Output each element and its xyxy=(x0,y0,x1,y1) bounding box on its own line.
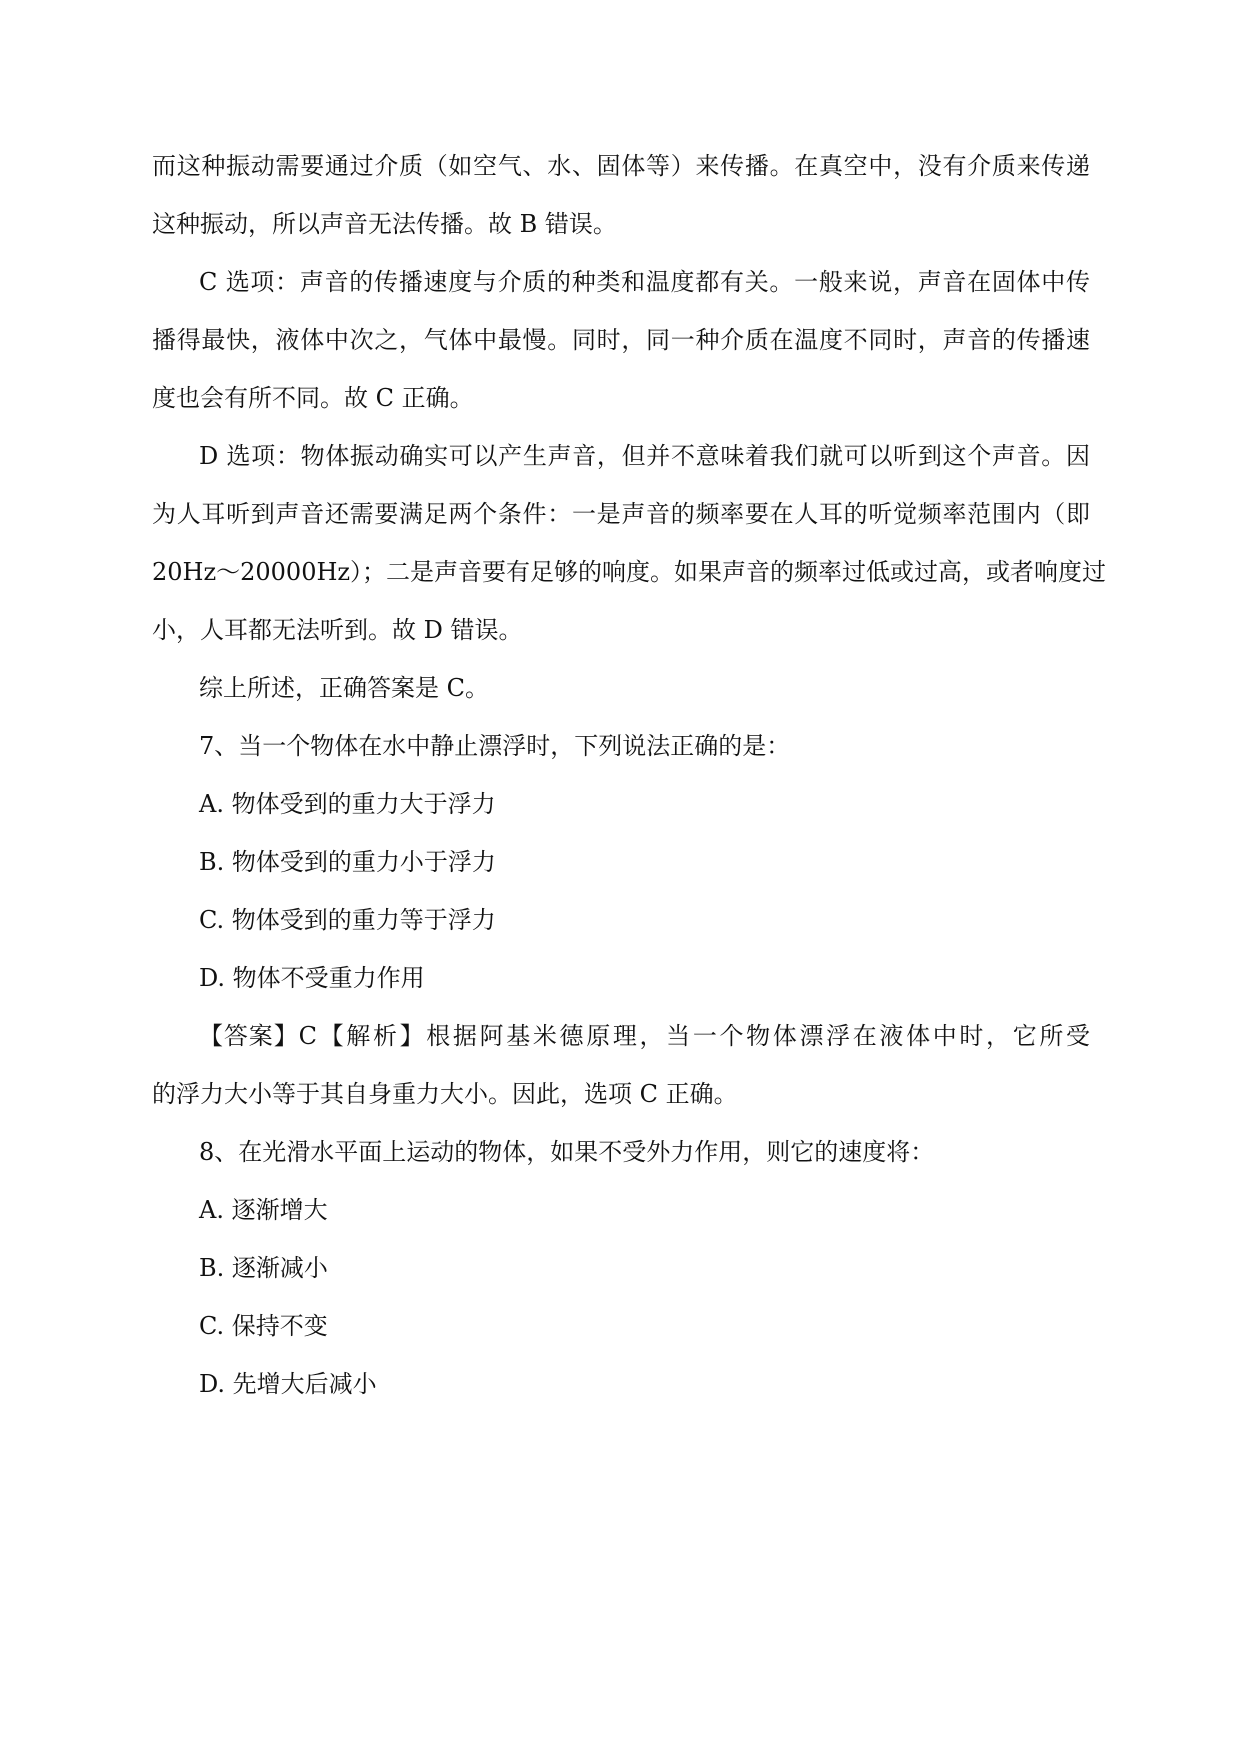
question-7-option-d: D. 物体不受重力作用 xyxy=(199,964,425,992)
question-8-stem: 8、在光滑水平面上运动的物体，如果不受外力作用，则它的速度将： xyxy=(199,1138,935,1166)
question-7-option-b: B. 物体受到的重力小于浮力 xyxy=(199,848,496,876)
question-8-option-a: A. 逐渐增大 xyxy=(199,1196,328,1224)
d-explanation-line-3: 20Hz～20000Hz）；二是声音要有足够的响度。如果声音的频率过低或过高，或者响度过 xyxy=(152,558,1107,586)
c-explanation-line-2: 播得最快，液体中次之，气体中最慢。同时，同一种介质在温度不同时，声音的传播速 xyxy=(152,326,1090,354)
question-7-analysis-line-2: 的浮力大小等于其自身重力大小。因此，选项 C 正确。 xyxy=(152,1080,738,1108)
d-explanation-line-4: 小，人耳都无法听到。故 D 错误。 xyxy=(152,616,523,644)
b-explanation-line-1: 而这种振动需要通过介质（如空气、水、固体等）来传播。在真空中，没有介质来传递 xyxy=(152,152,1090,180)
question-7-option-a: A. 物体受到的重力大于浮力 xyxy=(199,790,496,818)
question-8-option-d: D. 先增大后减小 xyxy=(199,1370,377,1398)
question-8-option-c: C. 保持不变 xyxy=(199,1312,328,1340)
question-7-answer: 【答案】C xyxy=(199,1022,317,1050)
question-7-answer-line xyxy=(199,1020,1090,1052)
c-explanation-line-3: 度也会有所不同。故 C 正确。 xyxy=(152,384,474,412)
question-7-option-c: C. 物体受到的重力等于浮力 xyxy=(199,906,496,934)
summary-text: 综上所述，正确答案是 C。 xyxy=(199,674,489,702)
b-explanation-line-2: 这种振动，所以声音无法传播。故 B 错误。 xyxy=(152,210,617,238)
question-7-analysis-line-1: 【解析】根据阿基米德原理，当一个物体漂浮在液体中时，它所受 xyxy=(317,1022,1090,1050)
d-explanation-line-1: D 选项：物体振动确实可以产生声音，但并不意味着我们就可以听到这个声音。因 xyxy=(199,442,1090,470)
question-8-option-b: B. 逐渐减小 xyxy=(199,1254,328,1282)
d-explanation-line-2: 为人耳听到声音还需要满足两个条件：一是声音的频率要在人耳的听觉频率范围内（即 xyxy=(152,500,1090,528)
c-explanation-line-1: C 选项：声音的传播速度与介质的种类和温度都有关。一般来说，声音在固体中传 xyxy=(199,268,1090,296)
question-7-stem: 7、当一个物体在水中静止漂浮时，下列说法正确的是： xyxy=(199,732,791,760)
